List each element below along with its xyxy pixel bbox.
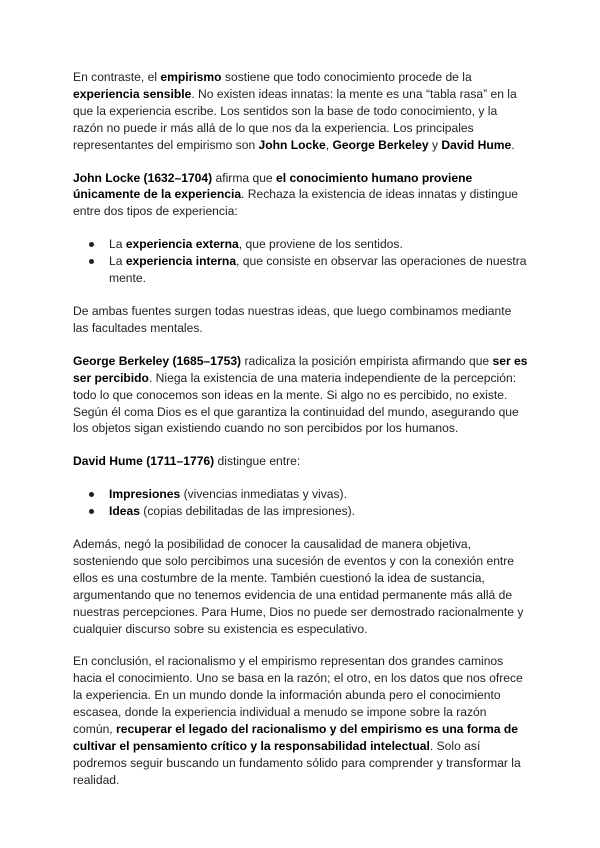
- paragraph-hume-causalidad: Además, negó la posibilidad de conocer la causalidad de manera objetiva, sosteniendo que solo percibimos una sucesión de eventos y con la conexión entre ellos es una costumbre de la mente. También cuestionó la idea de sustancia, argumentando que no tenemos evidencia de una entidad permanente más allá de nuestras percepciones. Para Hume, Dios no puede ser demostrado racionalmente y cualquier discurso sobre su existencia es especulativo.: [73, 537, 524, 636]
- paragraph-fuentes: De ambas fuentes surgen todas nuestras ideas, que luego combinamos mediante las facultades mentales.: [73, 303, 512, 335]
- list-item: Impresiones (vivencias inmediatas y vivas).: [73, 486, 528, 503]
- thesis-berkeley: ser es ser percibido: [73, 353, 528, 385]
- list-hume-distinciones: [73, 486, 528, 520]
- paragraph-empirismo-intro: En contraste, el empirismo sostiene que todo conocimiento procede de la experiencia sensible. No existen ideas innatas: la mente es una “tabla rasa” en la que la experiencia escribe. Los sentidos son la base de todo conocimiento, y la razón no puede ir más allá de lo que nos da la experiencia. Los principales representantes del empirismo son John Locke, George Berkeley y David Hume.: [73, 70, 517, 152]
- list-item: Ideas (copias debilitadas de las impresiones).: [73, 503, 528, 520]
- paragraph-locke: John Locke (1632–1704) afirma que el conocimiento humano proviene únicamente de la experiencia. Rechaza la existencia de ideas innatas y distingue entre dos tipos de experiencia:: [73, 170, 519, 219]
- list-item: La experiencia interna, que consiste en observar las operaciones de nuestra mente.: [73, 253, 528, 287]
- heading-george-berkeley: George Berkeley (1685–1753): [73, 353, 242, 368]
- heading-david-hume: David Hume (1711–1776): [73, 454, 215, 469]
- term-empirismo: empirismo: [160, 70, 222, 84]
- name-george-berkeley: George Berkeley: [332, 137, 429, 152]
- name-john-locke: John Locke: [258, 137, 326, 152]
- name-david-hume: David Hume: [441, 137, 512, 152]
- document-page: [73, 69, 528, 805]
- thesis-locke: el conocimiento humano proviene únicamente de la experiencia: [73, 170, 473, 202]
- list-item: La experiencia externa, que proviene de los sentidos.: [73, 236, 528, 253]
- paragraph-berkeley: George Berkeley (1685–1753) radicaliza la posición empirista afirmando que ser es ser percibido. Niega la existencia de una materia independiente de la percepción: todo lo que conocemos son ideas en la mente. Si algo no es percibido, no existe. Según él coma Dios es el que garantiza la continuidad del mundo, asegurando que los objetos sigan existiendo cuando no son percibidos por los humanos.: [73, 353, 528, 436]
- heading-john-locke: John Locke (1632–1704): [73, 170, 213, 185]
- conclusion-thesis: recuperar el legado del racionalismo y del empirismo es una forma de cultivar el pensamiento crítico y la responsabilidad intelectual: [73, 722, 518, 753]
- term-experiencia-sensible: experiencia sensible: [73, 86, 192, 101]
- paragraph-hume: David Hume (1711–1776) distingue entre:: [73, 454, 301, 469]
- list-tipos-experiencia: [73, 236, 528, 287]
- paragraph-conclusion: En conclusión, el racionalismo y el empirismo representan dos grandes caminos hacia el conocimiento. Uno se basa en la razón; el otro, en los datos que nos ofrece la experiencia. En un mundo donde la información abunda pero el conocimiento escasea, donde la experiencia individual a menudo se impone sobre la razón común, recuperar el legado del racionalismo y del empirismo es una forma de cultivar el pensamiento crítico y la responsabilidad intelectual. Solo así podremos seguir buscando un fundamento sólido para comprender y transformar la realidad.: [73, 654, 523, 787]
